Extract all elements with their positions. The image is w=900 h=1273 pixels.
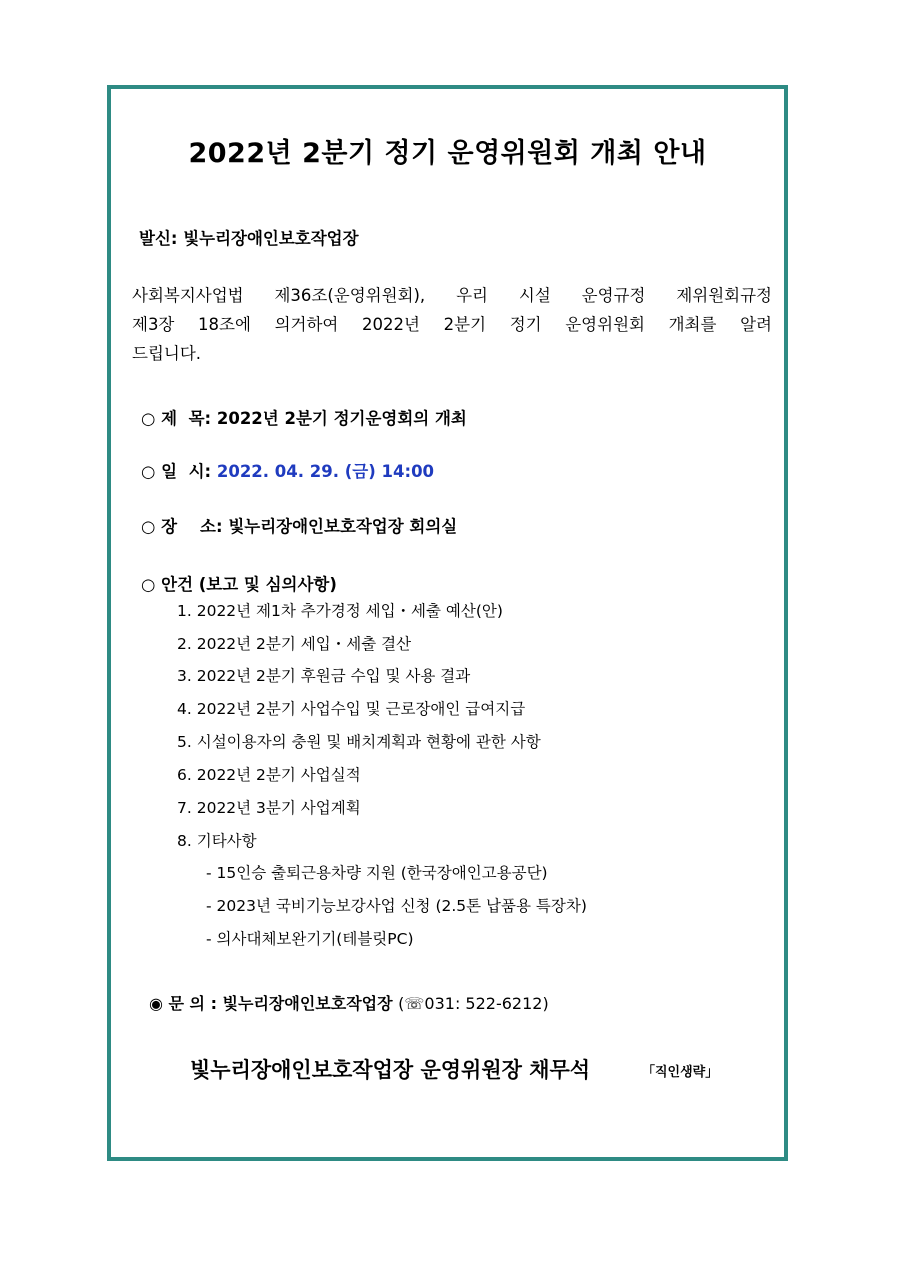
place-item	[141, 513, 457, 537]
subject-item	[141, 405, 467, 429]
document-title: 2022년 2분기 정기 운영위원회 개최 안내	[188, 138, 707, 169]
contact-label: ◉ 문 의 : 빛누리장애인보호작업장	[149, 994, 393, 1013]
intro-line: 드립니다.	[132, 344, 202, 363]
datetime-item	[141, 458, 434, 482]
sub-item: - 2023년 국비기능보강사업 신청 (2.5톤 납품용 특장차)	[206, 897, 587, 915]
intro-paragraph	[132, 281, 772, 368]
agenda-item: 4. 2022년 2분기 사업수입 및 근로장애인 급여지급	[177, 700, 526, 718]
sub-item: - 15인승 출퇴근용차량 지원 (한국장애인고용공단)	[206, 864, 548, 882]
signature: 빛누리장애인보호작업장 운영위원장 채무석	[190, 1058, 591, 1082]
agenda-item: 1. 2022년 제1차 추가경정 세입・세출 예산(안)	[177, 602, 503, 620]
sender-line: 발신: 빛누리장애인보호작업장	[139, 229, 359, 248]
datetime-value: 2022. 04. 29. (금) 14:00	[216, 462, 435, 481]
agenda-item: 3. 2022년 2분기 후원금 수입 및 사용 결과	[177, 667, 471, 685]
intro-line: 제3장 18조에 의거하여 2022년 2분기 정기 운영위원회 개최를 알려	[132, 315, 772, 334]
place-label: ○ 장 소:	[141, 517, 223, 536]
place-value: 빛누리장애인보호작업장 회의실	[228, 517, 458, 536]
agenda-item: 5. 시설이용자의 충원 및 배치계획과 현황에 관한 사항	[177, 733, 541, 751]
agenda-item: 2. 2022년 2분기 세입・세출 결산	[177, 635, 412, 653]
agenda-item: 8. 기타사항	[177, 832, 257, 850]
contact-line	[149, 991, 549, 1014]
agenda-item: 6. 2022년 2분기 사업실적	[177, 766, 361, 784]
datetime-label: ○ 일 시:	[141, 462, 212, 481]
subject-value: 2022년 2분기 정기운영회의 개최	[216, 409, 467, 428]
sub-item: - 의사대체보완기기(테블릿PC)	[206, 930, 414, 948]
seal-omitted-note: 「직인생략」	[642, 1065, 719, 1080]
contact-phone: (☏031: 522-6212)	[398, 994, 549, 1013]
document-frame	[107, 85, 788, 1161]
agenda-item: 7. 2022년 3분기 사업계획	[177, 799, 361, 817]
agenda-heading: ○ 안건 (보고 및 심의사항)	[141, 575, 337, 594]
intro-line: 사회복지사업법 제36조(운영위원회), 우리 시설 운영규정 제위원회규정	[132, 286, 772, 305]
subject-label: ○ 제 목:	[141, 409, 212, 428]
